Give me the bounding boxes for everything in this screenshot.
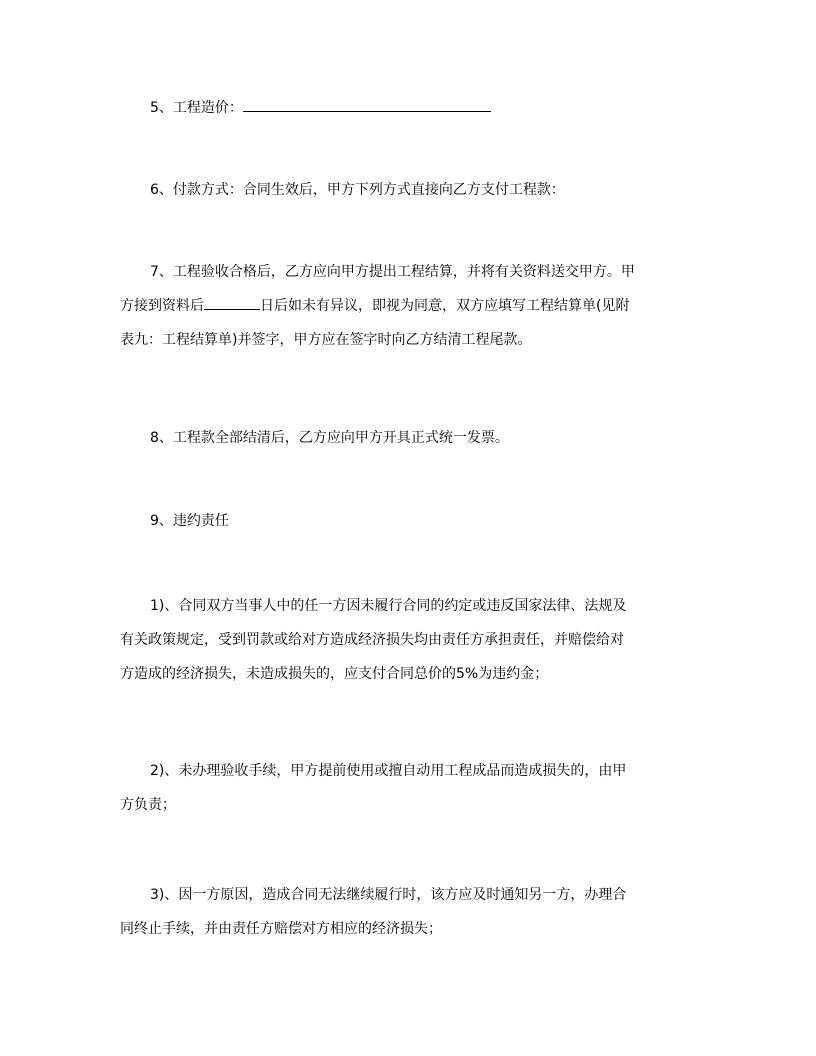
clause-1-line-3: 方造成的经济损失，未造成损失的，应支付合同总价的5%为违约金； [120, 666, 549, 682]
clause-2 [120, 754, 700, 822]
item-7-line-2-before: 方接到资料后 [120, 298, 204, 314]
days-blank [204, 297, 260, 310]
item-5-label: 5、工程造价： [150, 100, 243, 116]
item-8-text: 8、工程款全部结清后，乙方应向甲方开具正式统一发票。 [150, 430, 509, 446]
item-5-line [120, 91, 700, 125]
clause-1-line-1: 1)、合同双方当事人中的任一方因未履行合同的约定或违反国家法律、法规及 [150, 598, 627, 614]
item-8-invoice [120, 421, 700, 455]
price-blank [243, 99, 491, 112]
item-5-price [120, 91, 700, 125]
item-9-liability [120, 504, 700, 538]
clause-3-line-2: 同终止手续，并由责任方赔偿对方相应的经济损失； [120, 921, 442, 937]
clause-1 [120, 589, 700, 691]
clause-1-line-2: 有关政策规定，受到罚款或给对方造成经济损失均由责任方承担责任，并赔偿给对 [120, 632, 624, 648]
item-7-line-1: 7、工程验收合格后，乙方应向甲方提出工程结算，并将有关资料送交甲方。甲 [150, 264, 635, 280]
item-7-settlement [120, 255, 700, 357]
item-6-text: 6、付款方式：合同生效后，甲方下列方式直接向乙方支付工程款： [150, 182, 565, 198]
clause-2-line-2: 方负责； [120, 797, 176, 813]
item-6-payment [120, 173, 700, 207]
item-7-line-2-after: 日后如未有异议，即视为同意，双方应填写工程结算单(见附 [260, 298, 630, 314]
item-9-heading: 9、违约责任 [150, 513, 229, 529]
clause-2-line-1: 2)、未办理验收手续，甲方提前使用或擅自动用工程成品而造成损失的，由甲 [150, 763, 627, 779]
clause-3-line-1: 3)、因一方原因，造成合同无法继续履行时，该方应及时通知另一方，办理合 [150, 887, 627, 903]
item-7-line-3: 表九：工程结算单)并签字，甲方应在签字时向乙方结清工程尾款。 [120, 332, 532, 348]
item-7-line-2 [120, 289, 700, 323]
clause-3 [120, 878, 700, 946]
